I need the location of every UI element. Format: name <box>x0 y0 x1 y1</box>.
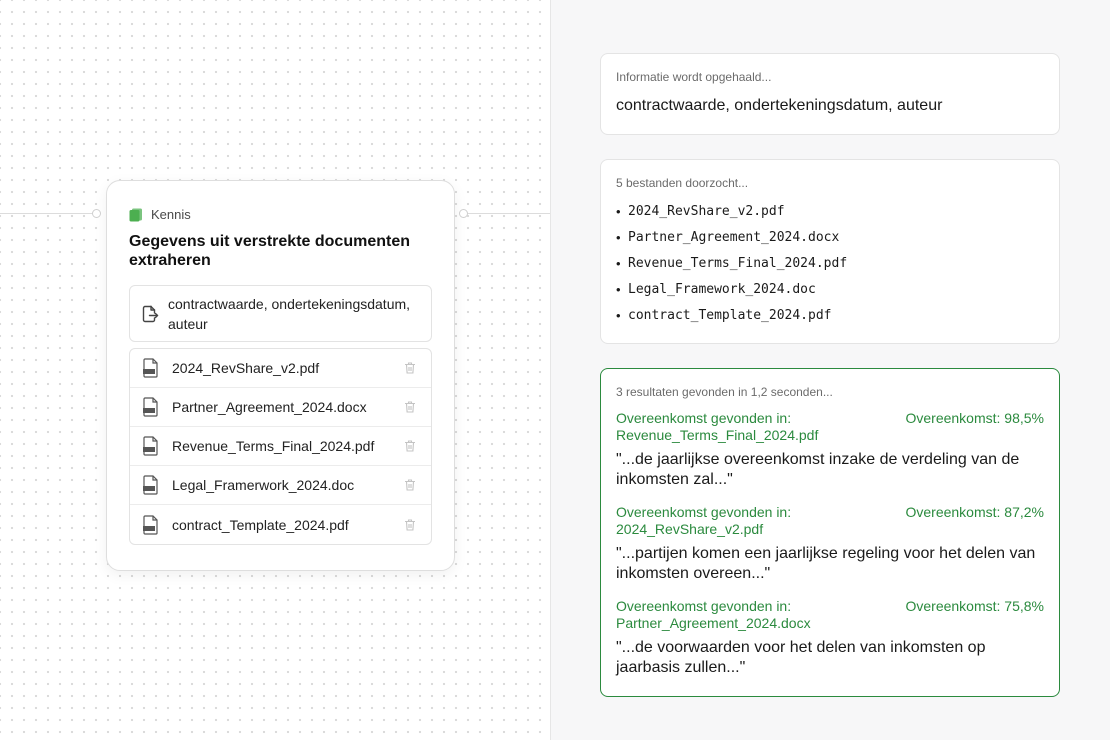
file-row[interactable] <box>130 466 431 505</box>
file-name: 2024_RevShare_v2.pdf <box>172 360 320 376</box>
file-row[interactable] <box>130 388 431 427</box>
result-source-label: Overeenkomst gevonden in: <box>616 598 792 614</box>
file-name: Legal_Framerwork_2024.doc <box>172 477 355 493</box>
result-source-file: 2024_RevShare_v2.pdf <box>616 521 764 537</box>
trash-icon[interactable] <box>403 518 417 532</box>
file-row[interactable] <box>130 427 431 466</box>
result-item <box>616 598 1044 678</box>
file-row[interactable] <box>130 349 431 388</box>
pdf-file-icon <box>142 436 160 456</box>
pdf-file-icon <box>142 515 160 535</box>
trash-icon[interactable] <box>403 361 417 375</box>
list-item: • Legal_Framework_2024.doc <box>616 277 1044 303</box>
result-source-file: Partner_Agreement_2024.docx <box>616 615 811 631</box>
pdf-file-icon <box>142 475 160 495</box>
searched-file: 2024_RevShare_v2.pdf <box>628 204 785 219</box>
result-source-file: Revenue_Terms_Final_2024.pdf <box>616 427 819 443</box>
connection-edge-in <box>0 213 96 214</box>
extraction-fields-text: contractwaarde, ondertekeningsdatum, auteur <box>168 295 411 332</box>
searched-file: Partner_Agreement_2024.docx <box>628 230 840 245</box>
file-name: contract_Template_2024.pdf <box>172 516 349 533</box>
node-input-port[interactable] <box>92 209 101 218</box>
result-item <box>616 410 1044 490</box>
node-kind-label: Kennis <box>151 207 191 222</box>
file-name: Partner_Agreement_2024.docx <box>172 399 367 415</box>
file-name: Revenue_Terms_Final_2024.pdf <box>172 438 375 454</box>
extraction-fields-box[interactable] <box>129 285 432 342</box>
result-quote: "...de voorwaarden voor het delen van inkomsten op jaarbasis zullen..." <box>616 639 986 676</box>
searched-files-list <box>616 199 1044 329</box>
list-item: • 2024_RevShare_v2.pdf <box>616 199 1044 225</box>
knowledge-icon <box>129 208 143 222</box>
result-quote: "...partijen komen een jaarlijkse regeling voor het delen van inkomsten overeen..." <box>616 545 1036 582</box>
result-source <box>616 598 811 632</box>
result-source <box>616 504 791 538</box>
result-source-label: Overeenkomst gevonden in: <box>616 504 792 520</box>
connection-edge-out <box>464 213 550 214</box>
knowledge-node[interactable] <box>106 180 455 571</box>
execution-panel <box>551 0 1110 740</box>
searched-file: Revenue_Terms_Final_2024.pdf <box>628 256 848 271</box>
retrieval-status: Informatie wordt opgehaald... <box>616 70 772 84</box>
result-source <box>616 410 818 444</box>
pdf-file-icon <box>142 397 160 417</box>
result-score: Overeenkomst: 87,2% <box>905 504 1044 520</box>
node-header <box>129 207 191 222</box>
trash-icon[interactable] <box>403 439 417 453</box>
node-output-port[interactable] <box>459 209 468 218</box>
list-item: • Partner_Agreement_2024.docx <box>616 225 1044 251</box>
pdf-file-icon <box>142 358 160 378</box>
result-item <box>616 504 1044 584</box>
node-title: Gegevens uit verstrekte documenten extraheren <box>129 233 410 269</box>
trash-icon[interactable] <box>403 400 417 414</box>
file-export-icon <box>140 304 160 324</box>
search-card <box>600 159 1060 344</box>
results-status: 3 resultaten gevonden in 1,2 seconden... <box>616 385 833 399</box>
result-source-label: Overeenkomst gevonden in: <box>616 410 792 426</box>
results-card <box>600 368 1060 697</box>
retrieval-fields: contractwaarde, ondertekeningsdatum, auteur <box>616 97 943 114</box>
retrieval-card <box>600 53 1060 135</box>
result-score: Overeenkomst: 75,8% <box>905 598 1044 614</box>
list-item: • contract_Template_2024.pdf <box>616 303 1044 329</box>
result-quote: "...de jaarlijkse overeenkomst inzake de verdeling van de inkomsten zal..." <box>616 451 1020 488</box>
file-list <box>129 348 432 545</box>
result-score: Overeenkomst: 98,5% <box>905 410 1044 426</box>
file-row[interactable] <box>130 505 431 544</box>
searched-file: contract_Template_2024.pdf <box>628 308 832 323</box>
search-status: 5 bestanden doorzocht... <box>616 176 749 190</box>
searched-file: Legal_Framework_2024.doc <box>628 282 816 297</box>
list-item: • Revenue_Terms_Final_2024.pdf <box>616 251 1044 277</box>
trash-icon[interactable] <box>403 478 417 492</box>
